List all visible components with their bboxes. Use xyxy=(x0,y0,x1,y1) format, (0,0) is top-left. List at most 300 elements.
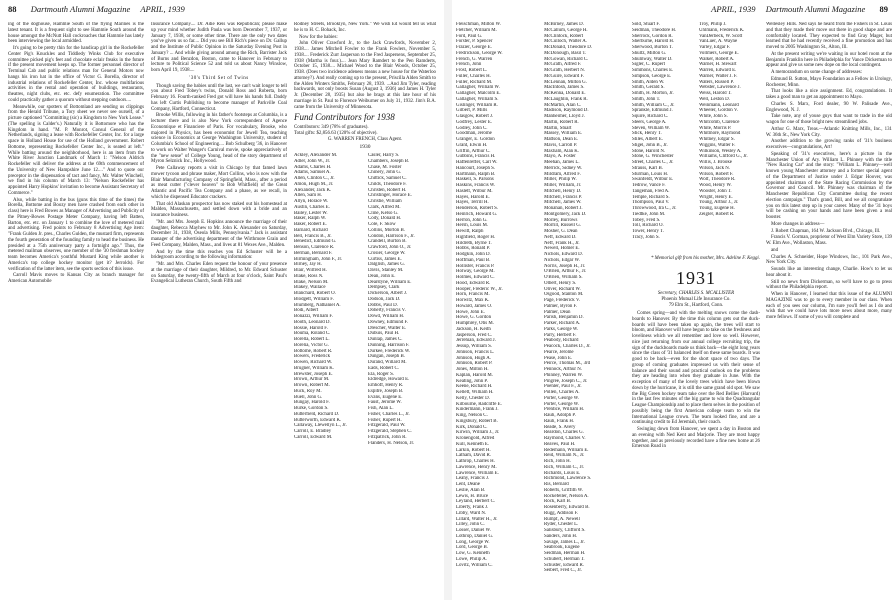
contributor-name: Street, Charles C., Jr. xyxy=(632,160,674,165)
contributor-name: Kull, Kenneth E. xyxy=(456,441,490,447)
contributor-name: Kronengold, Alfred xyxy=(456,436,495,441)
contributor-name: Ela, Roger S. xyxy=(368,371,395,377)
contributor-name: Losser, Daniel W. xyxy=(456,528,491,533)
contributor-name: Stick, Henry T. xyxy=(632,131,662,137)
contributor-name: Hartmann, Ralph B. xyxy=(456,171,496,177)
contributor-name: Crosier, George W. xyxy=(368,250,406,256)
contributor-name: Reade, S. Avery xyxy=(544,424,576,430)
contributor-name: Crandell, Burton B. xyxy=(368,239,407,245)
contributor-name: Gubbins, Francis H. xyxy=(456,154,496,160)
contributor-name: Bottome, Robert R. xyxy=(294,348,333,354)
contributor-name: Cody, Donald H. xyxy=(368,216,402,222)
contributor-name: Young, Arthur J., Jr. xyxy=(699,200,739,206)
right-page-header xyxy=(682,4,888,16)
contributor-name: Hayes, Harold E. xyxy=(456,194,490,200)
contributor-name: Palmer, Dean xyxy=(544,309,571,315)
contributor-name: Raymond, Charles V. xyxy=(544,436,586,441)
contributor-name: VanLuer, A. Wayne xyxy=(699,39,738,45)
contributor-name: Strauss, Karl B. xyxy=(632,165,663,171)
contributor-name: Roberts, Griffith W. xyxy=(544,487,584,493)
article-paragraph: ing of the doghouse, Hammie South of the flying Marines is the latest tenant. It is a frequent sight to see Hammie South around the house amongst the McNutt Hall cockroaches that Hammie has lately been interviewing the local armidded. xyxy=(8,22,144,45)
contributor-name: Kaplan, Harold M. xyxy=(456,372,493,378)
article-paragraph: A memorandum on some change of addresses: xyxy=(771,70,862,75)
contributor-name: Fuller, Richard M. xyxy=(456,79,493,85)
left-column-1 xyxy=(8,22,144,596)
contributor-name: Tracy, John S. xyxy=(632,234,660,240)
article-paragraph: And by the time this reaches you Ed Schuster will be a bridegroom according to the following information: xyxy=(151,249,287,261)
contributor-name: Tedrow, Vance F. xyxy=(632,183,666,188)
contributor-name: McGowan, Richard C. xyxy=(544,56,589,62)
contributor-name: Low, G. Kenneth xyxy=(456,551,490,556)
contributor-name: Mosher, G. Dean xyxy=(544,229,578,234)
left-issue-date: APRIL, 1939 xyxy=(140,4,185,14)
contributor-name: Liberty, Frank J. xyxy=(456,505,489,510)
fund-year-label: 1930 xyxy=(359,144,371,151)
contributor-name: Godfrey, Lester E. xyxy=(456,119,493,125)
contributor-name: Schuster, Edward R. xyxy=(544,562,585,568)
contributor-name: McLennan, Milton G. xyxy=(544,79,587,85)
contributor-name: Dodson, Jack D. xyxy=(368,296,401,302)
contributor-name: Henderson, Robert S. xyxy=(456,206,499,211)
contributor-name: Throwwood, Ira C., Jr. xyxy=(632,206,677,211)
contributor-name: Mavis, Carroll P. xyxy=(544,142,578,148)
contributor-name: Carroll, E. Bradley xyxy=(294,429,332,434)
page-gutter xyxy=(444,0,452,600)
contributor-name: Sherwood, Burton T. xyxy=(632,45,673,50)
contributor-name: Steers, George A. xyxy=(632,119,667,125)
contributor-name: Ryder, Chester L. xyxy=(544,522,579,528)
contributor-name: Fleischman, Milton W. xyxy=(456,22,501,27)
contributor-name: Jessup, William S. xyxy=(456,344,493,349)
contributor-name: Childs, Theodore F. xyxy=(368,181,407,187)
contributor-name: Sanders, John H. xyxy=(544,533,578,539)
contributor-name: Frazier, George E. xyxy=(456,45,492,50)
contributor-name: McLaughlin, Frank R. xyxy=(544,96,588,102)
contributor-name: Fisher, Charles L., Jr. xyxy=(368,411,410,417)
contributor-name: Keene, Richard H. xyxy=(456,384,493,390)
contributor-name: Durkee, Frederick W. xyxy=(368,348,411,354)
contributor-name: Sherburne, Harold H. xyxy=(632,39,675,45)
contributor-name: Wright, Henry E. xyxy=(699,194,733,200)
contributor-name: Steven, William W. xyxy=(632,125,671,131)
contributor-name: Swanfeldt, Wilbur E. xyxy=(632,177,674,183)
right-page xyxy=(452,0,896,600)
contributor-name: Dean, John E. xyxy=(368,273,396,279)
contributor-name: Simmons, Charles E. xyxy=(632,68,674,73)
contributor-name: Seidman, Theodore H. xyxy=(632,27,677,33)
contributor-name: Lawrence, Henry M. xyxy=(456,464,497,470)
contributor-name: Doherty, Francis V. xyxy=(368,308,406,314)
contributor-name: Rich, John H. xyxy=(544,459,571,464)
contributor-name: Whitcomb, Clarence xyxy=(699,119,740,125)
article-paragraph: Francis V. Gorman, proprietor of West Elm Variety Store, 139 W. Elm Ave., Wollaston, Mass. xyxy=(766,235,892,246)
contributor-name: Latham, David R. xyxy=(456,453,492,459)
contributor-name: Adams, Samuel A. xyxy=(294,170,331,176)
contributor-name: Seabrook, Eugene xyxy=(544,545,580,551)
contributor-name: Fisher, Rupert H. xyxy=(368,417,402,423)
contributor-name: O'Brien, Arthur F., Jr. xyxy=(544,269,587,275)
contributor-name: Smith, H. Morton, Jr. xyxy=(632,91,674,96)
contributor-name: Pingree, Joseph C., Jr. xyxy=(544,378,588,384)
contributor-name: Tobey, Fred S. xyxy=(632,217,661,223)
contributor-name: Herron, John G. xyxy=(456,217,488,223)
class-agent-line: G. WARREN FRENCH, Class Agent. xyxy=(327,137,403,143)
contributor-name: Glasgow, Robert J. xyxy=(456,114,494,119)
contributor-name: Poehler, Paul F., Jr. xyxy=(544,384,582,390)
contributor-name: Martin, Stuart xyxy=(544,125,572,131)
contributor-name: Young, Eugene H. xyxy=(699,206,735,211)
article-paragraph: That old Alaskan prospector has now staked out his homestead at Malden, Massachusetts, and settled down with a bride and an insurance business. xyxy=(151,201,287,218)
article-paragraph: and xyxy=(771,247,779,253)
article-paragraph: Still no news from Dickerman, so we'll have to go to press without the Philadelphia report. xyxy=(766,279,892,291)
article-paragraph: Swinging down from Hanover, we spent a day in Boston and an evening with Ned Kent and Marjorie. They are most happy together, and as previously recorded have a fine new home at 26 Emerson Road in xyxy=(632,427,760,450)
contributor-name: Gallagher, William W. xyxy=(456,85,500,91)
contributor-name: Madison, Raymond D. xyxy=(544,108,589,114)
contributor-name: Osgood, Stanton M. xyxy=(544,292,584,298)
contributor-name: Brewster, Joseph E. xyxy=(294,371,333,377)
contributor-name: Dunning, Harrison F. xyxy=(368,342,410,348)
contributor-name: Granger, E. Gordon xyxy=(456,137,495,142)
contributor-name: Hodgkin, John D. xyxy=(456,252,491,257)
contributor-name: Waters, Russell P. xyxy=(699,79,734,85)
right-magazine-title: Dartmouth Alumni Magazine xyxy=(765,4,866,14)
contributor-name: Chase, M. Foster xyxy=(368,164,402,170)
contributor-name: White, Morris P. xyxy=(699,125,732,131)
contributor-name: Allyn, Horace W. xyxy=(294,199,329,204)
contributor-name: Christie, William xyxy=(368,199,402,204)
contributor-name: Vollmers, George E. xyxy=(699,50,739,56)
contributor-name: Fitzgerald, Paul W. xyxy=(368,423,406,429)
contributor-name: Walker, Robert A. xyxy=(699,56,735,62)
contributor-name: Johnson, Hugh A. xyxy=(456,355,492,361)
contributor-name: Temple, Richard S. xyxy=(632,194,670,200)
contributor-name: Howe, John E. xyxy=(456,309,485,315)
contributor-name: Benson, Clarence R. xyxy=(294,245,335,250)
contributor-name: Weinmann, Leonard xyxy=(699,102,739,108)
contributor-name: Thompson, Paul V. xyxy=(632,200,670,206)
contributor-name: Gallagher, William S. xyxy=(456,96,499,102)
contributor-name: Bodi, Albert xyxy=(294,308,319,314)
contributor-name: Toll, Richard O. xyxy=(632,223,664,229)
contributor-name: Seidman, Herman H. xyxy=(544,551,586,556)
contributor-name: Horn, Francis M. xyxy=(456,292,490,298)
contributor-name: Blakey, Wallace xyxy=(294,285,326,291)
contributor-name: Williams, Clifford G., Jr. xyxy=(699,154,748,160)
contributor-name: Forster, P. Spencer xyxy=(456,39,493,45)
contributor-name: Hoffman, Paul B. xyxy=(456,257,491,263)
right-column-1 xyxy=(456,22,538,596)
contributor-name: Lewis, H. Bruce xyxy=(456,493,489,499)
contributor-name: Downey, Edmund F. xyxy=(368,319,409,325)
contributor-name: Jones, Milton H. xyxy=(456,367,489,372)
contributor-name: Blair, Wilfred H. xyxy=(294,268,327,273)
contributor-list-1 xyxy=(456,22,538,568)
contributor-name: Lathrop, Charles H. xyxy=(456,459,495,464)
contributor-name: Wolf, Theodore R. xyxy=(699,177,736,183)
contributor-name: Bouma, Roland C. xyxy=(294,331,331,337)
contributor-name: Shultz, Milton G. xyxy=(632,50,667,56)
contributor-name: Curtiss, James E. xyxy=(368,256,402,262)
contributor-name: Wilkinson, Wesley A. xyxy=(699,148,742,154)
contributor-name: Seibert, Fred C., Jr. xyxy=(544,568,582,574)
contributor-name: Bowers, Frederick xyxy=(294,354,331,360)
contributor-name: Wooster, John T. xyxy=(699,188,732,194)
contributor-name: Troy, Philip J. xyxy=(699,22,727,27)
contributor-name: Haskins, Francis W. xyxy=(456,183,496,188)
contributor-name: Callaway, Llewellyn L., Jr. xyxy=(294,423,347,429)
contributor-name: McDonald, Theodore D. xyxy=(544,45,592,50)
contributor-name: Mattson, Dean E. xyxy=(544,137,579,142)
contributor-name: Haskell, S. Parsons xyxy=(456,177,494,183)
contributor-name: Page, Frederick V. xyxy=(544,298,580,303)
contributor-name: Mitchell, James W. xyxy=(544,200,582,206)
contributor-name: Rosenberry, Edward B. xyxy=(544,505,590,510)
contributor-name: Birney, Jay H. xyxy=(294,262,322,268)
contributor-name: French, G. Warren xyxy=(456,56,493,62)
contributor-name: Godley, John C. xyxy=(456,125,488,131)
contributor-name: Fuller, Charles H. xyxy=(456,73,491,79)
contributor-name: Benedict, Edmund G. xyxy=(294,239,337,245)
contributor-name: Dalglish, James G. xyxy=(368,262,405,268)
article-paragraph: Meanwhile, our spotters of Bottomland are sending us clippings from the Herald Tribune, a Tory sheet we never see ourself, of a picture captioned "Committing (sic) a Kingdom to New York Lease." (The spelling is Calder's.) Naturally it is Bottomore who has the Kingdom in hand. "M. P. Monrot, Consul General of the Netherlands, signing a lease with Rockefeller Center, Inc. for a large space in Holland House for use of the Holland government. Robert Bottome, representing Rockefeller Center Inc., is seated at left." While batting around the neighborhood, here is an item from the White River Junction Landmark of March 1: "Nelson Aldrich Rockefeller will deliver the address at the 69th commencement of the University of New Hampshire June 12...." And to quote our preceptor in the dispensation of tact and fancy, Mr. Walter Winchell, we find in his column of March 13: "Nelson Rockefeller has appointed Harry Hopkins' invitation to become Assistant Secretary of Commerce." xyxy=(8,104,144,196)
contributor-name: Stigel, John B., Jr. xyxy=(632,142,668,148)
contributor-name: McMartin, Alan C. xyxy=(544,102,582,108)
article-paragraph: Charles A. Schneider, Hope Windows, Inc., 101 Park Ave., New York City. xyxy=(766,254,892,266)
contributor-name: Peacock, Charles D., Jr. xyxy=(544,344,591,349)
contributor-name: Eads, Robert C. xyxy=(368,365,399,371)
contributor-name: Warren, Edward E. xyxy=(699,68,737,73)
contributor-name: French, John xyxy=(456,62,482,68)
article-paragraph: It's going to be pretty thin for the handicap girl in the Rockefeller Center Pig's Knuckles and Tiddledy Winks Club for executive committee picked pig's feet and chocolate eclair freaks in the future if the present movement keeps up. The former personnel director of Terminal Cab and public relations man for General Motors now hangs his iron hat in the office of Victor G. Borella, director of industrial relations of Rockefeller Center, Inc. whose multifarious activities in the rental and operation of buildings, restaurants, theatres, night clubs, etc. etc. defy enumeration. The committee could practically gather a quorum without stepping outdoors.... xyxy=(8,46,144,103)
contributor-name: Peirce, Thomas M., 3rd xyxy=(544,361,591,367)
contributor-name: Bungay, Harold F. xyxy=(294,400,330,406)
contributor-name: Pearce, Jerome xyxy=(544,349,574,355)
contributor-name: Alexander, Jack K. xyxy=(294,187,332,193)
contributor-name: Butterfield, Richard D. xyxy=(294,411,340,417)
secretary-line: Secretary, CHARLES S. MCALLISTER xyxy=(657,291,735,296)
right-column-4 xyxy=(766,22,892,596)
contributor-name: Parks, George W. xyxy=(544,326,579,332)
contributor-name: Goodman, Jerome xyxy=(456,131,492,137)
article-paragraph: Another addition to the growing ranks of '31's business executives—congratulations, Art! xyxy=(766,139,892,150)
contributor-name: Squire, Richard C. xyxy=(632,114,669,119)
contributor-name: Richmond, Lawrence S. xyxy=(544,476,592,482)
contributor-name: Morrill, Russell G. xyxy=(544,223,581,229)
contributor-name: Crawford, John O., Jr. xyxy=(368,245,412,250)
contributor-name: Webster, Lawrence J. xyxy=(699,85,741,91)
contributor-name: Johnson, Francis L. xyxy=(456,349,495,355)
contributor-name: Lillard, Walter H., Jr. xyxy=(456,516,498,522)
contributor-name: Parker, Richard A. xyxy=(544,321,581,326)
article-paragraph: Carroll Mavis moves to Kansas City as branch manager for American Automobile xyxy=(8,273,144,284)
contributor-name: Newell, Homer E. xyxy=(544,246,580,252)
contributor-name: Hayes, Terrill H. xyxy=(456,200,489,206)
contributor-name: Leahy, Francis J. xyxy=(456,476,490,482)
contributor-name: Porter, George W. xyxy=(544,401,580,407)
contributor-name: Dubuis, Paul H. xyxy=(368,331,400,337)
article-paragraph: Though saving the babies until the last, we can't wait longer to tell you about Fred Tobey's twins, Donald Ross and Roberta, born February 16. Fourth-ranked Fred got will have his hands full. Daddy has left Curtis Publishing to become manager of Parkville Coal Company, Hartford, Connecticut. xyxy=(151,83,287,112)
article-paragraph: Take note, any of youse guys that want to trade in the old wagon for one of those bright new streamlined jobs. xyxy=(766,114,892,125)
contributor-list-2 xyxy=(544,22,626,574)
contributor-name: Buck, Roy M. xyxy=(294,388,322,394)
contributor-name: Dungan, Joseph B. xyxy=(368,354,405,360)
contributor-name: Whitmore, Raymond xyxy=(699,131,741,137)
contributor-name: Allen, Sam H. xyxy=(294,193,322,199)
contributor-name: Wilson, Robert F. xyxy=(699,171,734,177)
contributor-name: Evans, Eugene E. xyxy=(368,394,403,400)
article-paragraph: Speaking of '31's executives, here's a picture in the Manchester Union of Ary. William L. Phinney with the title "New Racing Car" and the story: "William L. Phinney—well known young Manchester attorney and a former special agent of the Department of Justice under J. Edgar Hoover, was appointed chairman of the State Racing Commission by the Governor and Council. Mr. Phinney was chairman of the Manchester Republican City Committee during the recent election campaign." That's grand, Bill, and we all congratulate you on this latest step up in your career. Many of the '31 boys will be cashing on your hands and have been given a real booster. xyxy=(766,151,892,220)
contributor-name: Faust, Jerome W. xyxy=(368,400,402,406)
contributor-name: Butterworth, Edward K. xyxy=(294,417,342,423)
contributor-name: Hollister, Francis P. xyxy=(456,263,495,269)
contributor-name: Hobbs, Ronald P. xyxy=(456,246,490,252)
contributor-name: Borelia, Victor G. xyxy=(294,342,329,348)
contributor-name: Highfield, Roger H. xyxy=(456,234,496,240)
contributor-name: Drescher, Walter E. xyxy=(368,325,407,331)
contributor-name: Christinger, Horace E. xyxy=(368,193,412,199)
contributor-name: Pease, John E. xyxy=(544,355,573,361)
contributor-name: Kirwin, William J., Jr. xyxy=(456,430,500,436)
contributor-name: Tiedtke, John M. xyxy=(632,211,666,217)
contributor-name: Lent, Deane xyxy=(456,482,480,487)
contributor-name: Dearstyne, William E. xyxy=(368,279,412,285)
class-year-heading: 1931 xyxy=(676,268,716,288)
article-paragraph: Wellesley Hills. Ned says he heard from the Fishers in St. Louis and that they made their move out there in good shape and are comfortably located. They expected to find Gray Mager, but learned that he had recently received a fine promotion and has moved to 2005 Washington St., Alton, Ill. xyxy=(766,22,892,50)
contributor-name: Hildreth, Byrne T. xyxy=(456,240,492,246)
contributor-name: Durand, Willard M. xyxy=(368,360,407,365)
contributor-name: Larkin, Robert H. xyxy=(456,447,491,453)
contributor-name: Cline, Kelso G. xyxy=(368,210,399,216)
contributor-name: White, John S. xyxy=(699,114,728,119)
contributor-name: Olbert, Henry S. xyxy=(544,280,577,286)
contributor-name: Amon, Hugh M., Jr. xyxy=(294,181,334,187)
contributor-name: Espitre, Joseph B. xyxy=(368,388,404,394)
contributor-name: Stiles, Albert E. xyxy=(632,137,663,142)
contributor-name: Merrick, Sidney W. xyxy=(544,165,583,171)
contributor-name: Fitzgerald, Stephen C. xyxy=(368,429,412,434)
contributor-name: McGrath, Alfred F. xyxy=(544,62,582,68)
contributor-name: McGrath, Herbert N. xyxy=(544,68,586,73)
left-page xyxy=(0,0,444,600)
contributor-name: Prentice, William H. xyxy=(544,407,585,413)
contributor-name: Maxham, Alan K. xyxy=(544,148,580,154)
contributor-name: Lord, George B. xyxy=(456,545,488,551)
article-paragraph: Comes spring—and with the melting snows come the dash-boards to Hanover. By the time this column gets out the duck-boards will have been taken up again, the trees will start to bloom, and Hanover will have begun to take on the freshness and loveliness which we all remember and love so well. However, nice just returning from our annual college recruiting trip, the sign of the duckboards made us think back—the eight long years since the class of '31 balanced itself on these same boards. It was good to be back—even for the short space of two days. The group of coming graduates impressed us with their sense of balance and their sound and practical outlook on the problems they are heading into when they graduate in June. With the exception of many of the lovely trees which have been blown down by the hurricane, it is still the same grand old spot. We saw the Big Green hockey team take over the Red Bellies (Harvard) in the last few minutes of the big game to win the Quadrangular League Championship and to place them selves in the position of possibly being the first American college team to win the International League crown. The team looked fine, and are a continuing credit to Ed Jeremiah, their coach. xyxy=(632,311,760,426)
contributor-name: Heinrich, Howard G. xyxy=(456,211,498,217)
contributor-name: Haffenreffer, Carl W. xyxy=(456,160,498,165)
article-paragraph: More changes in address— xyxy=(771,221,825,227)
memorial-note: * Memorial gift from his mother, Mrs. Adeline F. Keggi. xyxy=(651,256,760,261)
contributor-name: Leyland, Herbert C. xyxy=(456,499,496,505)
secretary-address-2: 79 Elm St., Hartford, Conn. xyxy=(668,303,724,308)
contributor-name: MacIntosh, James S. xyxy=(544,85,585,91)
right-column-3 xyxy=(632,22,760,596)
contributor-name: Austin, Charles E. xyxy=(294,204,330,210)
contributor-name: Blumberg, Nathaniel A. xyxy=(294,302,341,308)
contributor-name: Nichols, Edward D. xyxy=(544,252,583,257)
contributor-name: Hood, Edward R. xyxy=(456,280,491,286)
contributor-name: Dickerson, Albert J. xyxy=(368,291,408,296)
contributor-name: Bailey, Lester W. xyxy=(294,210,328,216)
contributor-name: Howe, G. Gordon xyxy=(456,315,492,321)
contributor-name: Ford, Paul G. xyxy=(456,33,483,39)
contributor-name: Lovitz, William C. xyxy=(456,562,493,568)
contributor-name: Manheimer, Lloyd J. xyxy=(544,114,585,119)
contributor-name: Kilbourne, Radcliffe E. xyxy=(456,401,502,407)
contributor-name: McDonough, Basil T. xyxy=(544,50,587,56)
contributor-name: Redemann, William E. xyxy=(544,447,589,453)
contributor-name: Sold, Stuart F. xyxy=(632,22,660,27)
contributor-name: Miller, Philip W. xyxy=(544,177,577,183)
contributor-name: Kirk, Donald C. xyxy=(456,424,488,430)
contributor-name: Spranklé, Edmund J. xyxy=(632,108,673,114)
contributor-name: Cole, F. Skow xyxy=(368,222,396,227)
twins-heading: '30's Third Set of Twins xyxy=(189,75,249,81)
contributor-name: Parry, Herbert F. xyxy=(544,332,577,338)
contributor-name: Bonazzi, William F. xyxy=(294,314,333,319)
contributor-name: Brown, Robert M. xyxy=(294,383,330,388)
contributor-name: Sigler, C. Rupert xyxy=(632,62,665,68)
contributor-name: Borella, Robert L. xyxy=(294,337,330,342)
contributor-name: Davis, Stanley M. xyxy=(368,268,404,273)
fund-list-b xyxy=(368,153,436,446)
left-page-header xyxy=(8,4,438,16)
contributor-name: Zeigler, Robert R. xyxy=(699,211,735,217)
contributor-name: Haslett, Wilbur M. xyxy=(456,188,493,194)
contributor-name: Mayo, A. Foster xyxy=(544,154,576,160)
contributor-name: Ris, Bernard xyxy=(544,482,569,487)
contributor-name: Emhoff, Henry R. xyxy=(368,383,404,388)
contributor-name: Savage, James L., Jr. xyxy=(544,539,585,545)
contributor-name: Oliver, Richard W. xyxy=(544,286,581,292)
contributor-name: Pennock, Arthur N. xyxy=(544,367,583,372)
contributor-name: Adams, Charles H. xyxy=(294,164,332,170)
contributor-name: Libby, Ward N. xyxy=(456,510,487,516)
contributor-name: Bowen, Richard W. xyxy=(294,360,333,365)
article-paragraph: "Mr. and Mrs. Joseph E. Hopkins announce the marriage of their daughter, Rebecca Mayhew to Mr. John K. Alexander on Saturday, December 31, 1938, Oseola Mills, Pennsylvania." Jack is assistant manager of the advertising department of the Wirthmore Grain and Feed Company, Malden, Mass., and lives at 81 Wexes Ave., Malden. xyxy=(151,219,287,248)
contributor-name: Booth, Leonard D. xyxy=(294,319,331,325)
contributor-name: Blodgett, William F. xyxy=(294,296,334,302)
article-paragraph: J. Robert Chapman, 164 W. Jackson Blvd., Chicago, Ill. xyxy=(771,228,881,234)
contributor-name: Wheeler, Gordon V. xyxy=(699,108,739,114)
contributor-name: Holway, George M. xyxy=(456,269,495,275)
contributor-name: Hooper, Frederic W., Jr. xyxy=(456,286,503,292)
contributor-name: Palmer, Byron F. xyxy=(544,303,578,309)
contributor-name: Lawrence, William E. xyxy=(456,470,499,476)
contributor-name: Smith, William C., Jr. xyxy=(632,102,675,108)
contributor-name: Adler, John W., Jr. xyxy=(294,158,331,164)
contributor-name: Wiggins, Walter F. xyxy=(699,142,736,148)
contributor-name: McKenna, Donald E. xyxy=(544,91,586,96)
contributor-name: Parish, Benjamin D. xyxy=(544,315,584,321)
contributor-name: Brugner, William K. xyxy=(294,365,334,371)
contributor-name: Warner, Walter J. F. xyxy=(699,73,738,79)
contributor-name: Gilbert, P. Mills xyxy=(456,108,488,114)
contributor-name: Christen, Robert H. xyxy=(368,187,407,193)
contributor-name: Wood, Henry W. xyxy=(699,183,732,188)
contributor-name: McBirney, James D. xyxy=(544,22,584,27)
contributor-list-3-columns xyxy=(632,22,760,254)
contributor-name: Sturman, Louis H. xyxy=(632,171,669,177)
contributor-name: Stone, G. Winchester xyxy=(632,154,674,160)
contributor-name: Richards, Louis E. xyxy=(544,470,581,476)
contributor-name: Griffin, Arthur C. xyxy=(456,148,491,154)
contributor-name: Montgomery, Jack D. xyxy=(544,211,587,217)
fund-contributors-count: Contributors: 349 (78% of graduates). xyxy=(294,125,369,131)
contributor-name: Eldredge, Howard E. xyxy=(368,377,410,383)
contributor-name: Grant, Elwin H. xyxy=(456,142,488,148)
article-paragraph: That looks like a nice assignment. Ed, congratulations. It takes a good man to get an appointment to Mayo. xyxy=(766,89,892,100)
